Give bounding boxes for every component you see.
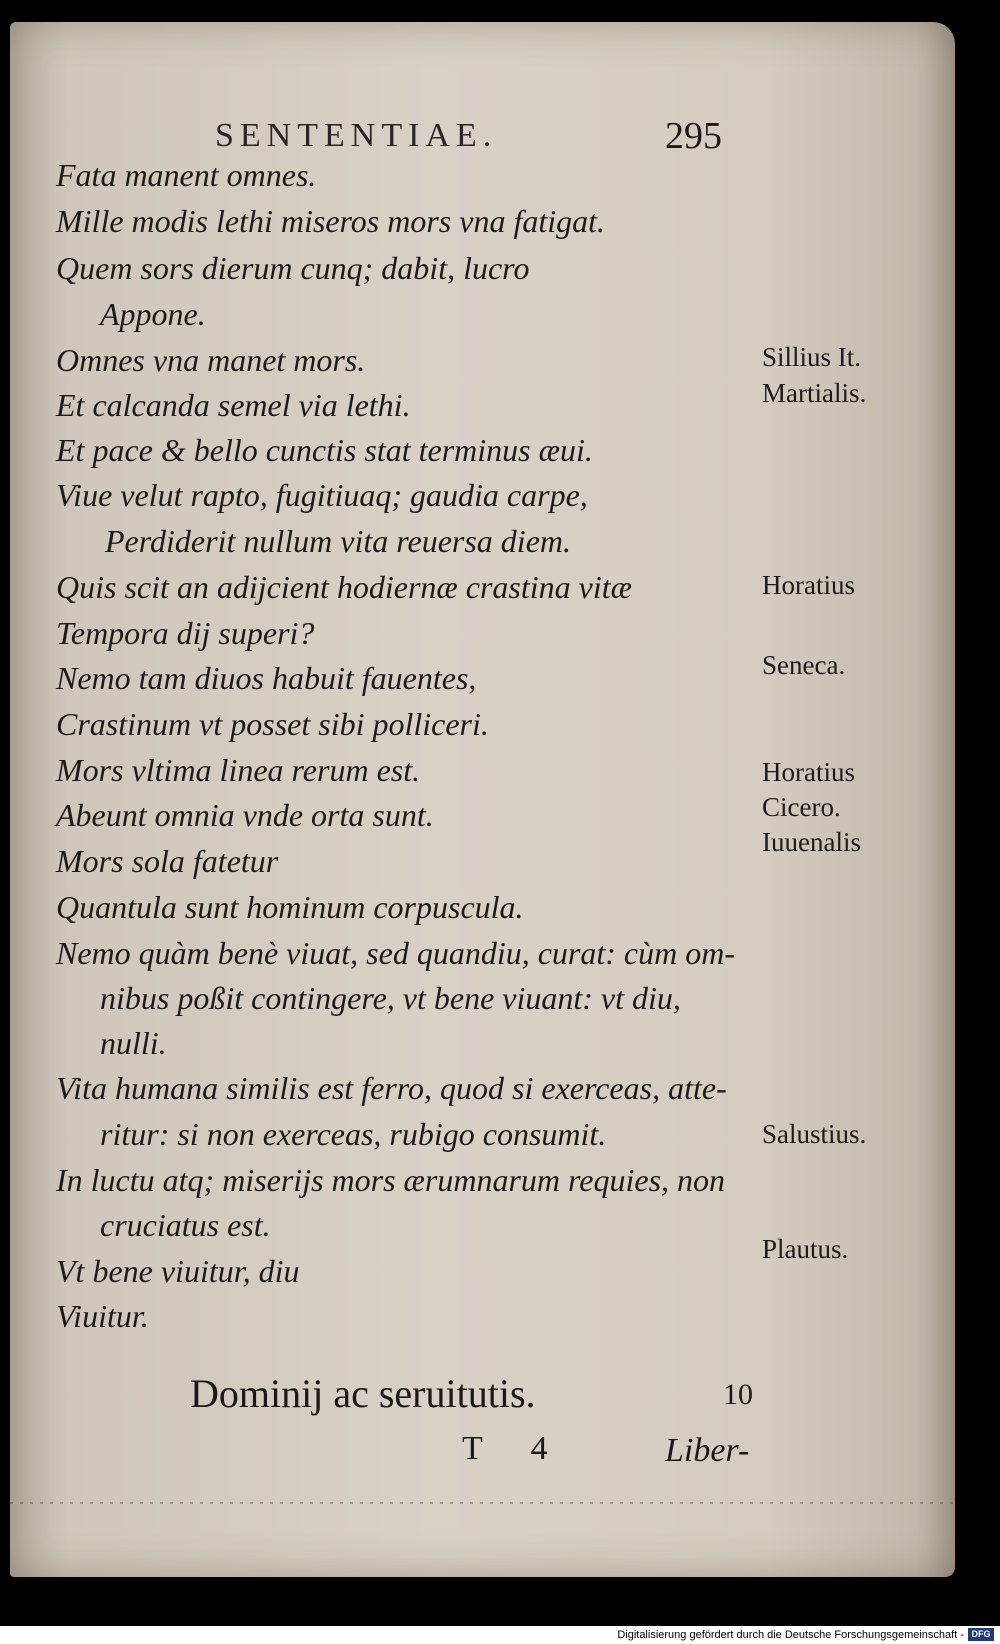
text-line: ritur: si non exerceas, rubigo consumit. (100, 1116, 607, 1152)
margin-note: Seneca. (762, 650, 846, 680)
book-page (10, 22, 955, 1577)
text-line: Tempora dij superi? (56, 615, 315, 651)
margin-note: Iuuenalis (762, 827, 861, 857)
dfg-logo-icon: DFG (968, 1628, 994, 1641)
text-line: Appone. (100, 296, 206, 332)
margin-note: Sillius It. (762, 342, 862, 372)
text-line: Et pace & bello cunctis stat terminus æui. (56, 432, 593, 468)
margin-note: Cicero. (762, 792, 841, 822)
text-line: Vita humana similis est ferro, quod si exerceas, atte- (56, 1070, 727, 1106)
text-line: Nemo quàm benè viuat, sed quandiu, curat: cùm om- (56, 935, 735, 971)
text-line: nibus poßit contingere, vt bene viuant: vt diu, (100, 980, 681, 1016)
text-line: Quis scit an adijcient hodiernæ crastina vitæ (56, 569, 632, 605)
signature-mark: T 4 (462, 1430, 568, 1467)
text-line: Vt bene viuitur, diu (56, 1253, 300, 1289)
text-line: Quem sors dierum cunq; dabit, lucro (56, 250, 530, 286)
text-line: Abeunt omnia vnde orta sunt. (56, 797, 434, 833)
text-line: Quantula sunt hominum corpuscula. (56, 889, 524, 925)
margin-note: Horatius (762, 757, 855, 787)
section-number: 10 (723, 1378, 753, 1411)
margin-note: Salustius. (762, 1119, 867, 1149)
text-line: Crastinum vt posset sibi polliceri. (56, 706, 489, 742)
catchword: Liber- (665, 1432, 750, 1469)
margin-note: Horatius (762, 570, 855, 600)
margin-note: Martialis. (762, 378, 867, 408)
margin-note: Plautus. (762, 1234, 849, 1264)
text-line: In luctu atq; miserijs mors ærumnarum requies, non (56, 1162, 726, 1198)
text-line: nulli. (100, 1025, 167, 1061)
page-number: 295 (665, 115, 722, 157)
footer-credit: Digitalisierung gefördert durch die Deutsche Forschungsgemeinschaft - (617, 1629, 964, 1641)
text-line: Viuitur. (56, 1298, 149, 1334)
text-line: Mors sola fatetur (56, 843, 279, 879)
section-heading: Dominij ac seruitutis. (190, 1371, 536, 1416)
text-line: Nemo tam diuos habuit fauentes, (56, 660, 477, 696)
text-line: cruciatus est. (100, 1207, 271, 1243)
text-line: Perdiderit nullum vita reuersa diem. (105, 523, 571, 559)
running-head: SENTENTIAE. (215, 117, 498, 154)
text-line: Mors vltima linea rerum est. (56, 752, 421, 788)
text-line: Et calcanda semel via lethi. (56, 387, 411, 423)
text-line: Mille modis lethi miseros mors vna fatigat. (56, 203, 606, 239)
text-line: Fata manent omnes. (56, 157, 317, 193)
text-line: Omnes vna manet mors. (56, 342, 366, 378)
text-line: Viue velut rapto, fugitiuaq; gaudia carpe, (56, 477, 588, 513)
